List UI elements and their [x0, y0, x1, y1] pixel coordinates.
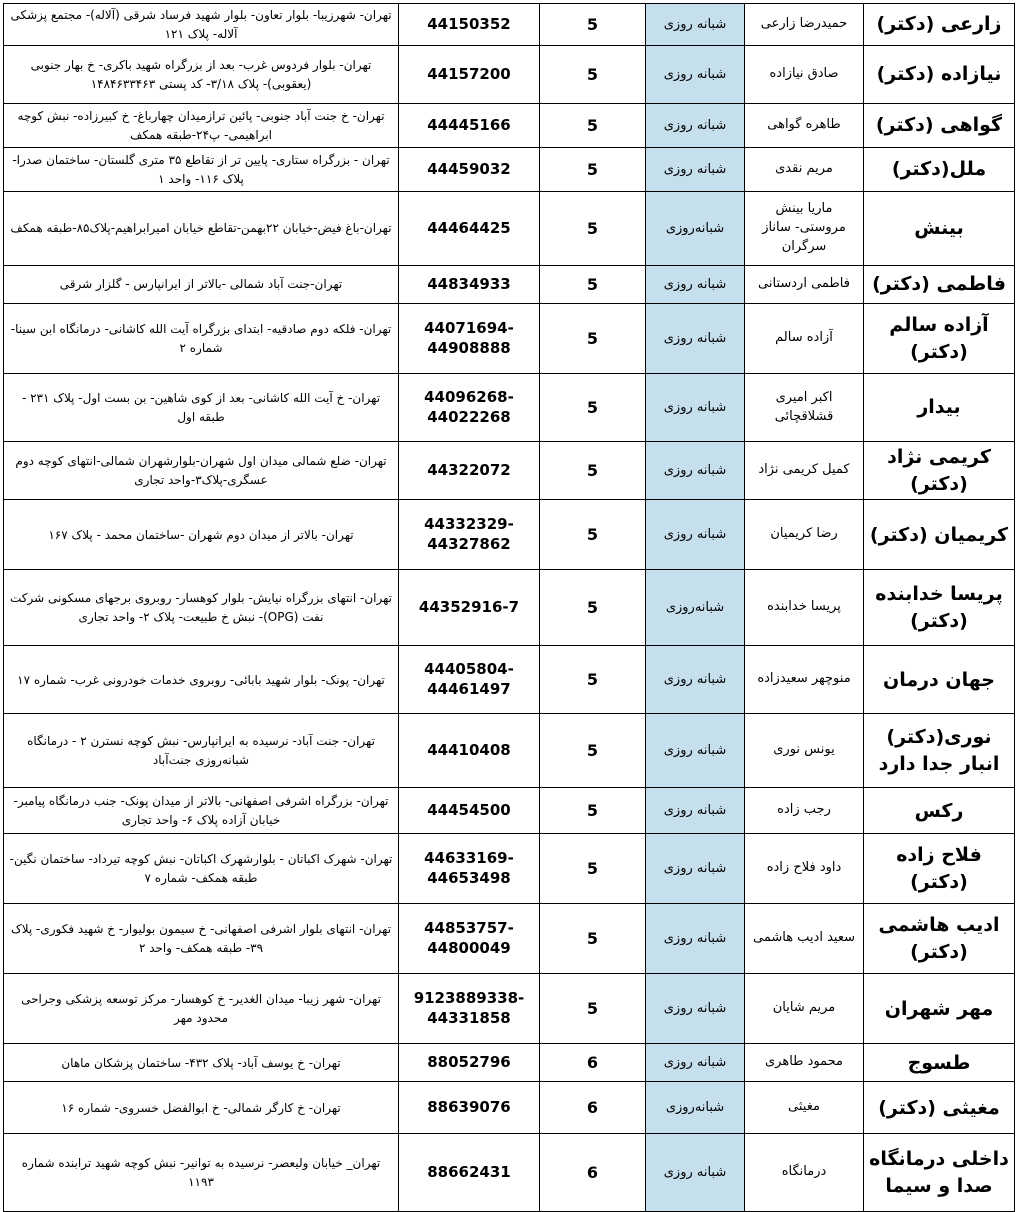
phone-cell: 44332329-44327862: [399, 500, 540, 570]
address-cell: تهران- پونک- بلوار شهید بابائی- روبروی خدمات خودرونی غرب- شماره ۱۷: [4, 646, 399, 714]
owner-cell: فاطمی اردستانی: [745, 266, 864, 304]
owner-cell: ماریا بینش مروستی- ساناز سرگران: [745, 192, 864, 266]
shift-type-cell: شبانه روزی: [646, 500, 745, 570]
address-cell: تهران - بزرگراه ستاری- پایین تر از تقاطع ۳۵ متری گلستان- ساختمان صدرا- پلاک ۱۱۶- واحد ۱: [4, 148, 399, 192]
table-row: [4, 1134, 1015, 1212]
region-cell: 5: [540, 646, 646, 714]
owner-cell: محمود طاهری: [745, 1044, 864, 1082]
shift-type-cell: شبانه روزی: [646, 788, 745, 834]
shift-type-cell: شبانه روزی: [646, 834, 745, 904]
phone-cell: 44157200: [399, 46, 540, 104]
pharmacy-name-cell: مغیثی (دکتر): [864, 1082, 1015, 1134]
pharmacy-name-cell: جهان درمان: [864, 646, 1015, 714]
table-row: [4, 1082, 1015, 1134]
region-cell: 5: [540, 974, 646, 1044]
shift-type-cell: شبانه روزی: [646, 904, 745, 974]
pharmacy-name-cell: داخلی درمانگاه صدا و سیما: [864, 1134, 1015, 1212]
address-cell: تهران- شهرزیبا- بلوار تعاون- بلوار شهید فرساد شرقی (آلاله)- مجتمع پزشکی آلاله- پلاک ۱۲۱: [4, 4, 399, 46]
pharmacy-name-cell: فلاح زاده (دکتر): [864, 834, 1015, 904]
table-row: [4, 788, 1015, 834]
owner-cell: حمیدرضا زارعی: [745, 4, 864, 46]
owner-cell: مغیثی: [745, 1082, 864, 1134]
owner-cell: یونس نوری: [745, 714, 864, 788]
address-cell: تهران- خ کارگر شمالی- خ ابوالفضل خسروی- شماره ۱۶: [4, 1082, 399, 1134]
table-row: [4, 192, 1015, 266]
phone-cell: 88639076: [399, 1082, 540, 1134]
region-cell: 6: [540, 1134, 646, 1212]
shift-type-cell: شبانه روزی: [646, 646, 745, 714]
phone-cell: 44071694-44908888: [399, 304, 540, 374]
address-cell: تهران_ خیابان ولیعصر- نرسیده به توانیر- نبش کوچه شهید ترابنده شماره ۱۱۹۳: [4, 1134, 399, 1212]
address-cell: تهران- انتهای بزرگراه نیایش- بلوار کوهسار- روبروی برجهای مسکونی شرکت نفت (OPG)- نبش خ طبیعت- پلاک ۲- واحد تجاری: [4, 570, 399, 646]
region-cell: 5: [540, 304, 646, 374]
region-cell: 5: [540, 442, 646, 500]
table-row: [4, 500, 1015, 570]
table-row: [4, 104, 1015, 148]
region-cell: 5: [540, 788, 646, 834]
pharmacy-name-cell: طسوج: [864, 1044, 1015, 1082]
region-cell: 5: [540, 148, 646, 192]
phone-cell: 44410408: [399, 714, 540, 788]
pharmacy-name-cell: گواهی (دکتر): [864, 104, 1015, 148]
phone-cell: 44853757-44800049: [399, 904, 540, 974]
table-row: [4, 374, 1015, 442]
region-cell: 5: [540, 500, 646, 570]
table-row: [4, 834, 1015, 904]
pharmacy-name-cell: پریسا خدابنده (دکتر): [864, 570, 1015, 646]
table-row: [4, 646, 1015, 714]
pharmacy-name-cell: نوری(دکتر) انبار جدا دارد: [864, 714, 1015, 788]
pharmacy-table: [3, 3, 1015, 1212]
phone-cell: 88052796: [399, 1044, 540, 1082]
owner-cell: رضا کریمیان: [745, 500, 864, 570]
address-cell: تهران- ضلع شمالی میدان اول شهران-بلوارشهران شمالی-انتهای کوچه دوم عسگری-پلاک۳-واحد تجاری: [4, 442, 399, 500]
pharmacy-name-cell: رکس: [864, 788, 1015, 834]
phone-cell: 44633169-44653498: [399, 834, 540, 904]
region-cell: 6: [540, 1082, 646, 1134]
phone-cell: 44459032: [399, 148, 540, 192]
owner-cell: مریم شایان: [745, 974, 864, 1044]
table-row: [4, 904, 1015, 974]
shift-type-cell: شبانه روزی: [646, 4, 745, 46]
shift-type-cell: شبانه روزی: [646, 304, 745, 374]
region-cell: 5: [540, 266, 646, 304]
shift-type-cell: شبانه روزی: [646, 46, 745, 104]
region-cell: 6: [540, 1044, 646, 1082]
shift-type-cell: شبانه روزی: [646, 1134, 745, 1212]
owner-cell: آزاده سالم: [745, 304, 864, 374]
owner-cell: کمیل کریمی نژاد: [745, 442, 864, 500]
region-cell: 5: [540, 834, 646, 904]
owner-cell: رجب زاده: [745, 788, 864, 834]
address-cell: تهران- شهرک اکباتان - بلوارشهرک اکباتان- نبش کوچه تیرداد- ساختمان نگین- طبقه همکف- شماره ۷: [4, 834, 399, 904]
table-row: [4, 4, 1015, 46]
table-row: [4, 304, 1015, 374]
table-row: [4, 46, 1015, 104]
pharmacy-name-cell: ملل(دکتر): [864, 148, 1015, 192]
phone-cell: 44322072: [399, 442, 540, 500]
region-cell: 5: [540, 192, 646, 266]
table-row: [4, 974, 1015, 1044]
phone-cell: 44464425: [399, 192, 540, 266]
phone-cell: 44454500: [399, 788, 540, 834]
owner-cell: صادق نیازاده: [745, 46, 864, 104]
shift-type-cell: شبانه‌روزی: [646, 192, 745, 266]
table-row: [4, 266, 1015, 304]
phone-cell: 88662431: [399, 1134, 540, 1212]
owner-cell: مریم نقدی: [745, 148, 864, 192]
pharmacy-name-cell: کریمی نژاد (دکتر): [864, 442, 1015, 500]
address-cell: تهران- جنت آباد- نرسیده به ایرانپارس- نبش کوچه نسترن ۲ - درمانگاه شبانه‌روزی جنت‌آباد: [4, 714, 399, 788]
address-cell: تهران-جنت آباد شمالی -بالاتر از ایرانپارس - گلزار شرقی: [4, 266, 399, 304]
address-cell: تهران- انتهای بلوار اشرفی اصفهانی- خ سیمون بولیوار- خ شهید فکوری- پلاک ۳۹- طبقه همکف- واحد ۲: [4, 904, 399, 974]
owner-cell: پریسا خدابنده: [745, 570, 864, 646]
table-row: [4, 442, 1015, 500]
region-cell: 5: [540, 374, 646, 442]
pharmacy-name-cell: نیازاده (دکتر): [864, 46, 1015, 104]
region-cell: 5: [540, 104, 646, 148]
phone-cell: 44150352: [399, 4, 540, 46]
pharmacy-name-cell: بیدار: [864, 374, 1015, 442]
shift-type-cell: شبانه‌روزی: [646, 1082, 745, 1134]
shift-type-cell: شبانه روزی: [646, 374, 745, 442]
pharmacy-name-cell: آزاده سالم (دکتر): [864, 304, 1015, 374]
region-cell: 5: [540, 46, 646, 104]
address-cell: تهران- خ جنت آباد جنوبی- پائین ترازمیدان چهارباغ- خ کبیرزاده- نبش کوچه ابراهیمی- پ۲۴-طبقه همکف: [4, 104, 399, 148]
address-cell: تهران- بلوار فردوس غرب- بعد از بزرگراه شهید باکری- خ بهار جنوبی (یعقوبی)- پلاک ۳/۱۸- کد پستی ۱۴۸۴۶۳۳۴۶۳: [4, 46, 399, 104]
phone-cell: 44096268-44022268: [399, 374, 540, 442]
address-cell: تهران- فلکه دوم صادقیه- ابتدای بزرگراه آیت الله کاشانی- درمانگاه ابن سینا- شماره ۲: [4, 304, 399, 374]
owner-cell: منوچهر سعیدزاده: [745, 646, 864, 714]
phone-cell: 44834933: [399, 266, 540, 304]
owner-cell: اکبر امیری قشلاقچائی: [745, 374, 864, 442]
owner-cell: داود فلاح زاده: [745, 834, 864, 904]
address-cell: تهران- خ یوسف آباد- پلاک ۴۳۲- ساختمان پزشکان ماهان: [4, 1044, 399, 1082]
address-cell: تهران-باغ فیض-خیابان ۲۲بهمن-تقاطع خیابان امیرابراهیم-پلاک۸۵-طبقه همکف: [4, 192, 399, 266]
owner-cell: درمانگاه: [745, 1134, 864, 1212]
pharmacy-name-cell: ادیب هاشمی (دکتر): [864, 904, 1015, 974]
shift-type-cell: شبانه روزی: [646, 974, 745, 1044]
pharmacy-name-cell: زارعی (دکتر): [864, 4, 1015, 46]
region-cell: 5: [540, 904, 646, 974]
address-cell: تهران- بالاتر از میدان دوم شهران -ساختمان محمد - پلاک ۱۶۷: [4, 500, 399, 570]
owner-cell: طاهره گواهی: [745, 104, 864, 148]
phone-cell: 44352916-7: [399, 570, 540, 646]
table-row: [4, 148, 1015, 192]
phone-cell: 44405804-44461497: [399, 646, 540, 714]
table-row: [4, 570, 1015, 646]
address-cell: تهران- شهر زیبا- میدان الغدیر- خ کوهسار- مرکز توسعه پزشکی وجراحی محدود مهر: [4, 974, 399, 1044]
table-body: [4, 4, 1015, 1212]
phone-cell: 44445166: [399, 104, 540, 148]
table-row: [4, 1044, 1015, 1082]
pharmacy-name-cell: فاطمی (دکتر): [864, 266, 1015, 304]
owner-cell: سعید ادیب هاشمی: [745, 904, 864, 974]
shift-type-cell: شبانه روزی: [646, 148, 745, 192]
shift-type-cell: شبانه روزی: [646, 1044, 745, 1082]
address-cell: تهران- خ آیت الله کاشانی- بعد از کوی شاهین- بن بست اول- پلاک ۲۳۱ - طبقه اول: [4, 374, 399, 442]
pharmacy-name-cell: کریمیان (دکتر): [864, 500, 1015, 570]
shift-type-cell: شبانه روزی: [646, 266, 745, 304]
shift-type-cell: شبانه روزی: [646, 714, 745, 788]
shift-type-cell: شبانه‌روزی: [646, 570, 745, 646]
pharmacy-name-cell: مهر شهران: [864, 974, 1015, 1044]
pharmacy-name-cell: بینش: [864, 192, 1015, 266]
region-cell: 5: [540, 4, 646, 46]
shift-type-cell: شبانه روزی: [646, 442, 745, 500]
phone-cell: 9123889338-44331858: [399, 974, 540, 1044]
shift-type-cell: شبانه روزی: [646, 104, 745, 148]
table-row: [4, 714, 1015, 788]
address-cell: تهران- بزرگراه اشرفی اصفهانی- بالاتر از میدان پونک- جنب درمانگاه پیامبر- خیابان آزاده پلاک ۶- واحد تجاری: [4, 788, 399, 834]
region-cell: 5: [540, 570, 646, 646]
region-cell: 5: [540, 714, 646, 788]
